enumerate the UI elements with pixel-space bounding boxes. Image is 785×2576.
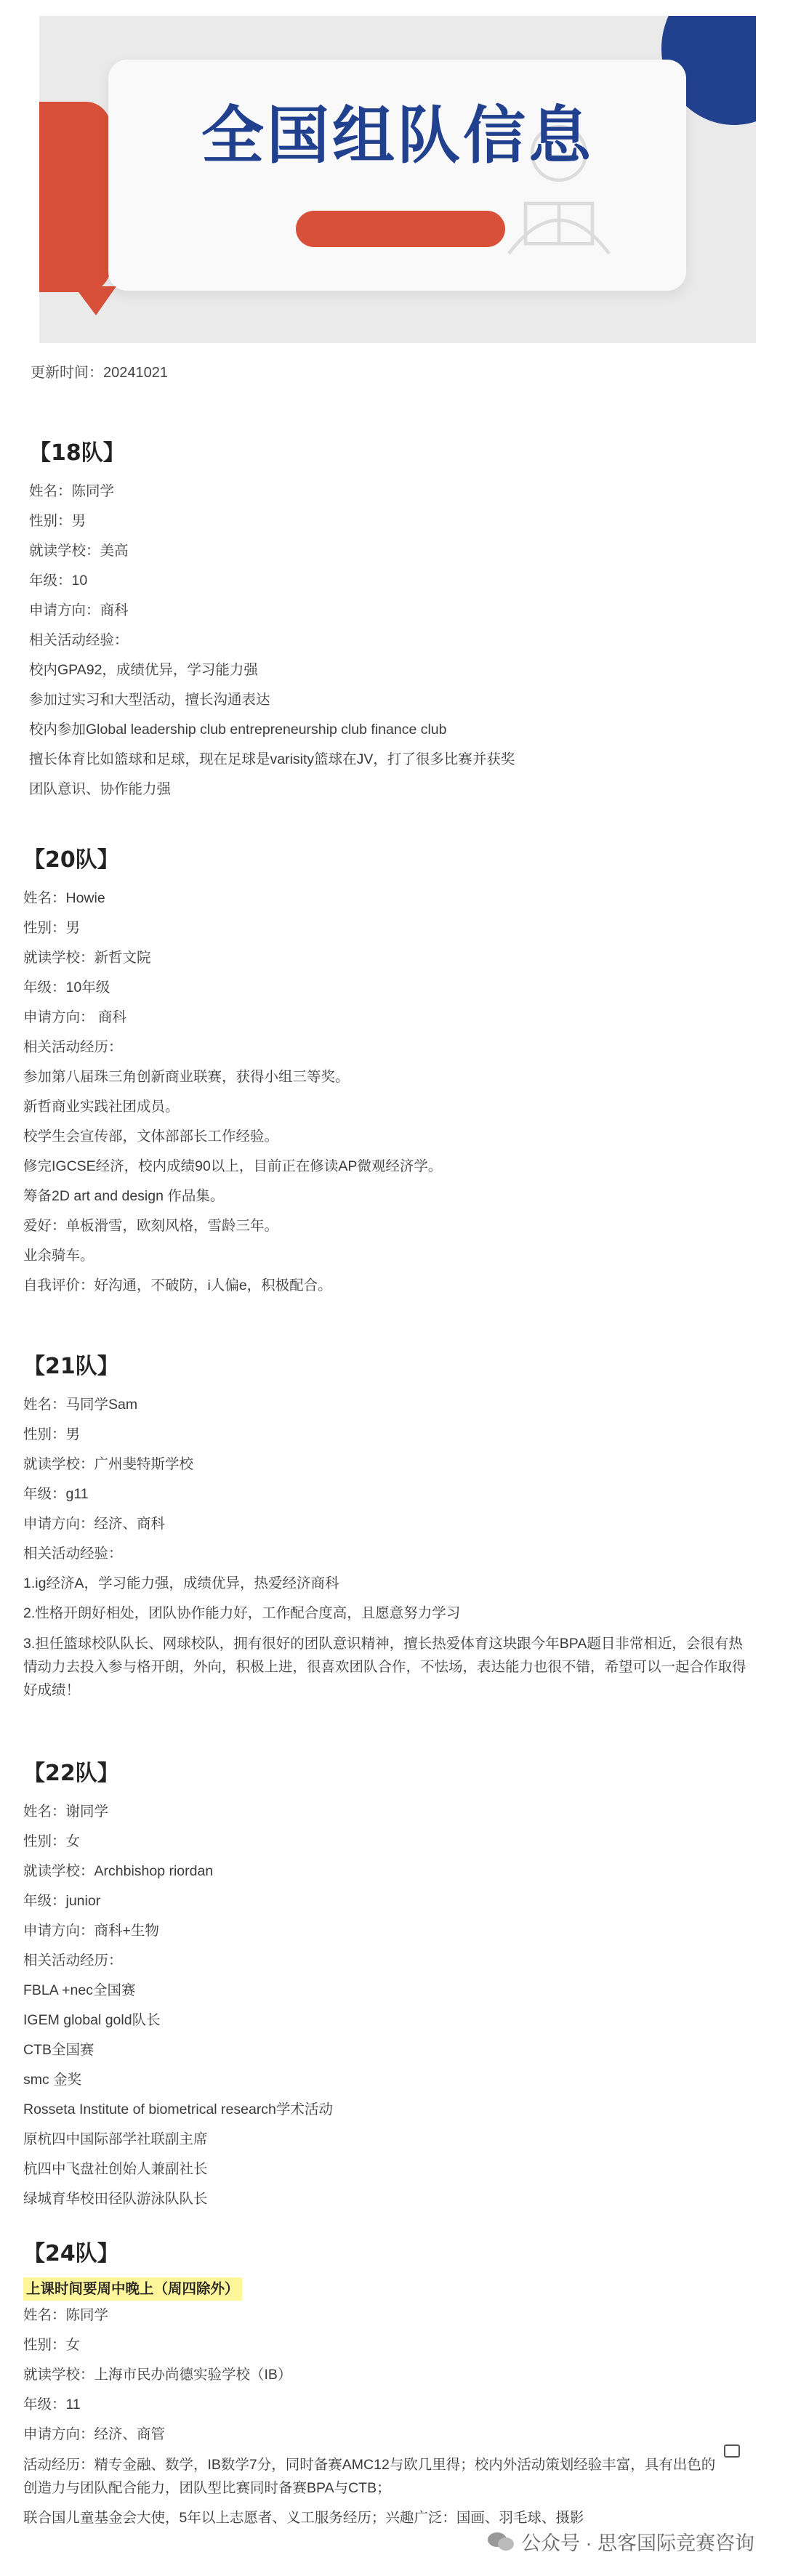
team-info-line: 申请方向：商科 bbox=[29, 602, 129, 618]
team-24-section bbox=[23, 2235, 756, 2533]
team-info-line: 性别：男 bbox=[23, 1426, 81, 1442]
team-info-line: 年级：10 bbox=[29, 573, 88, 589]
banner-title: 全国组队信息 bbox=[201, 100, 594, 172]
update-time: 更新时间：20241021 bbox=[31, 365, 168, 381]
team-20-section bbox=[23, 841, 756, 1301]
team-info-line: 性别：男 bbox=[23, 920, 81, 936]
team-heading: 【22队】 bbox=[23, 1761, 119, 1786]
team-info-line: 就读学校：新哲文院 bbox=[23, 950, 151, 966]
team-info-line: 新哲商业实践社团成员。 bbox=[23, 1099, 180, 1115]
team-info-line: 就读学校：上海市民办尚德实验学校（IB） bbox=[23, 2367, 292, 2383]
team-info-line: IGEM global gold队长 bbox=[23, 2012, 161, 2028]
team-info-line: 性别：女 bbox=[23, 2337, 81, 2353]
header-banner bbox=[39, 16, 756, 343]
team-info-line: 团队意识、协作能力强 bbox=[29, 781, 172, 797]
team-info-line: 性别：男 bbox=[29, 513, 86, 529]
team-info-line: 爱好：单板滑雪，欧刻风格，雪龄三年。 bbox=[23, 1218, 279, 1234]
team-info-line: 筹备2D art and design 作品集。 bbox=[23, 1188, 225, 1204]
team-info-line: CTB全国赛 bbox=[23, 2042, 94, 2058]
team-info-line: 相关活动经历： bbox=[23, 1039, 123, 1055]
team-info-line: 相关活动经验： bbox=[29, 632, 129, 648]
red-bubble-tail bbox=[74, 286, 116, 315]
watermark-text: 公众号 · 思客国际竞赛咨询 bbox=[521, 2532, 754, 2554]
team-info-line: 校学生会宣传部，文体部部长工作经验。 bbox=[23, 1128, 279, 1144]
team-info-line: 就读学校：美高 bbox=[29, 543, 129, 559]
team-info-line: 申请方向： 商科 bbox=[23, 1009, 126, 1025]
team-info-line: 参加过实习和大型活动，擅长沟通表达 bbox=[29, 692, 270, 708]
team-info-line: 就读学校：广州斐特斯学校 bbox=[23, 1456, 194, 1472]
team-info-line: 姓名：谢同学 bbox=[23, 1804, 109, 1820]
team-21-section bbox=[23, 1348, 756, 1705]
team-info-line: 原杭四中国际部学社联副主席 bbox=[23, 2131, 208, 2147]
team-info-line: 申请方向：经济、商科 bbox=[23, 1516, 166, 1532]
banner-pill-decoration bbox=[296, 211, 505, 247]
team-heading: 【20队】 bbox=[23, 847, 119, 873]
team-info-line: 参加第八届珠三角创新商业联赛，获得小组三等奖。 bbox=[23, 1069, 350, 1085]
schedule-highlight: 上课时间要周中晚上（周四除外） bbox=[23, 2277, 242, 2301]
team-info-line: 修完IGCSE经济，校内成绩90以上，目前正在修读AP微观经济学。 bbox=[23, 1158, 443, 1174]
team-info-line: 姓名：马同学Sam bbox=[23, 1397, 138, 1413]
team-info-line: 杭四中飞盘社创始人兼副社长 bbox=[23, 2161, 208, 2177]
team-info-line: 姓名：陈同学 bbox=[29, 483, 115, 499]
team-info-line: 2.性格开朗好相处，团队协作能力好，工作配合度高，且愿意努力学习 bbox=[23, 1605, 461, 1621]
team-info-line: 校内GPA92，成绩优异，学习能力强 bbox=[29, 662, 258, 678]
team-info-line: Rosseta Institute of biometrical research学术活动 bbox=[23, 2101, 333, 2117]
team-info-line: 相关活动经验： bbox=[23, 1546, 123, 1562]
wechat-icon bbox=[486, 2531, 515, 2553]
team-info-line: 年级：10年级 bbox=[23, 980, 110, 996]
team-info-paragraph: 3.担任篮球校队队长、网球校队，拥有很好的团队意识精神，擅长热爱体育这块跟今年BPA题目非常相近，会很有热情动力去投入参与格开朗，外向，积极上进，很喜欢团队合作，不怯场，表达能力也很不错，希望可以一起合作取得好成绩！ bbox=[23, 1636, 746, 1698]
team-info-line: 校内参加Global leadership club entrepreneurship club finance club bbox=[29, 722, 447, 738]
team-info-line: 姓名：Howie bbox=[23, 890, 105, 906]
team-info-line: 申请方向：经济、商管 bbox=[23, 2426, 166, 2442]
team-info-paragraph: 活动经历：精专金融、数学，IB数学7分，同时备赛AMC12与欧几里得；校内外活动策划经验丰富，具有出色的创造力与团队配合能力，团队型比赛同时备赛BPA与CTB； bbox=[23, 2457, 716, 2496]
team-info-line: 相关活动经历： bbox=[23, 1953, 123, 1969]
team-heading: 【18队】 bbox=[29, 440, 125, 466]
team-heading: 【24队】 bbox=[23, 2241, 119, 2266]
team-info-line: 申请方向：商科+生物 bbox=[23, 1923, 159, 1939]
team-info-line: 擅长体育比如篮球和足球，现在足球是varisity篮球在JV，打了很多比赛并获奖 bbox=[29, 751, 515, 767]
team-18-section bbox=[29, 435, 756, 804]
team-info-line: 性别：女 bbox=[23, 1833, 81, 1849]
team-info-line: 年级：11 bbox=[23, 2397, 81, 2413]
schedule-highlight-row bbox=[23, 2277, 756, 2301]
team-heading: 【21队】 bbox=[23, 1354, 119, 1379]
team-info-line: 年级：junior bbox=[23, 1893, 101, 1909]
team-info-line: 自我评价：好沟通，不破防，i人偏e，积极配合。 bbox=[23, 1277, 332, 1293]
team-info-line: smc 金奖 bbox=[23, 2072, 82, 2088]
comment-icon[interactable] bbox=[724, 2444, 740, 2458]
team-22-section bbox=[23, 1755, 756, 2214]
wechat-watermark bbox=[486, 2527, 754, 2556]
team-info-line: FBLA +nec全国赛 bbox=[23, 1982, 136, 1998]
team-info-line: 绿城育华校田径队游泳队队长 bbox=[23, 2191, 208, 2207]
team-info-line: 联合国儿童基金会大使，5年以上志愿者、义工服务经历；兴趣广泛：国画、羽毛球、摄影 bbox=[23, 2510, 584, 2526]
team-info-line: 业余骑车。 bbox=[23, 1248, 94, 1264]
team-info-line: 1.ig经济A，学习能力强，成绩优异，热爱经济商科 bbox=[23, 1575, 339, 1591]
team-info-line: 就读学校：Archbishop riordan bbox=[23, 1863, 214, 1879]
team-info-line: 年级：g11 bbox=[23, 1486, 89, 1502]
team-info-line: 姓名：陈同学 bbox=[23, 2307, 109, 2323]
